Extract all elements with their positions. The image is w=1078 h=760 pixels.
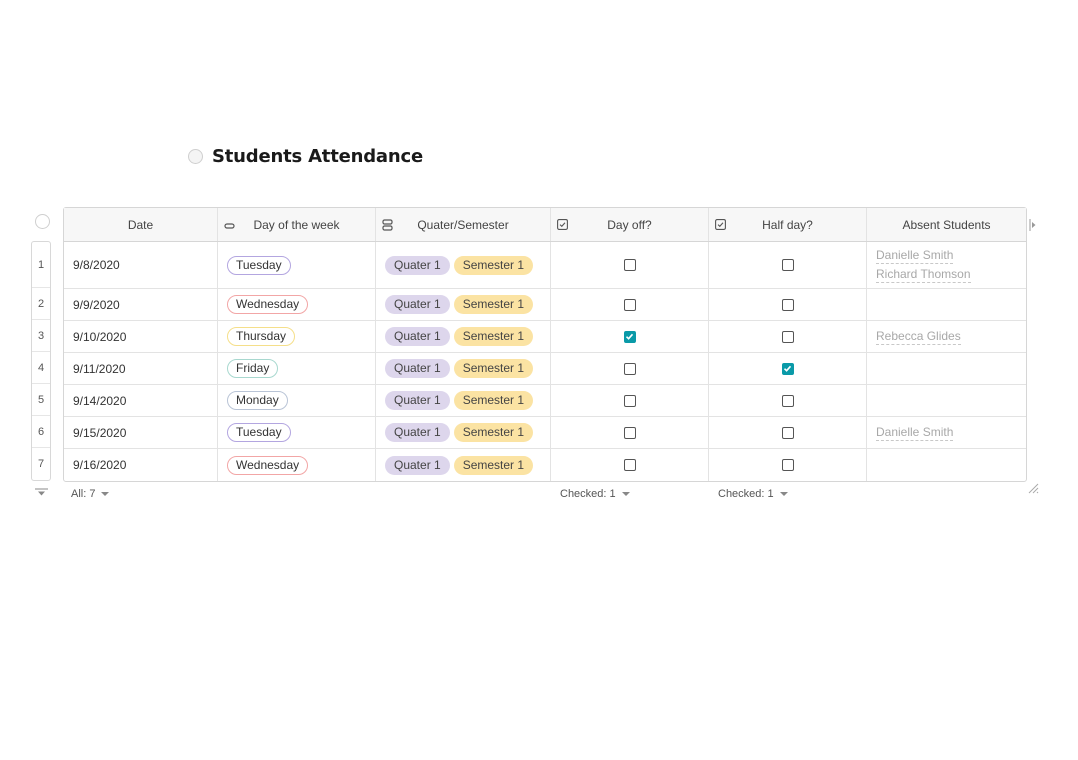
quarter-tag: Quater 1: [385, 423, 450, 442]
date-cell[interactable]: [64, 242, 218, 288]
footer-count-label: All: 7: [71, 488, 96, 500]
date-cell[interactable]: [64, 353, 218, 384]
attendance-table: [63, 207, 1027, 482]
semester-tag: Semester 1: [454, 256, 533, 275]
page-status-radio[interactable]: [188, 149, 203, 164]
column-label: Half day?: [762, 217, 813, 232]
row-number[interactable]: 6: [32, 416, 50, 448]
page-title: Students Attendance: [212, 146, 423, 167]
absent-students-cell[interactable]: [867, 449, 1026, 481]
quarter-tag: Quater 1: [385, 327, 450, 346]
column-label: Date: [127, 217, 154, 232]
date-cell[interactable]: [64, 289, 218, 320]
day-off-checkbox[interactable]: [624, 363, 636, 375]
absent-students-cell[interactable]: [867, 242, 1026, 288]
semester-tag: Semester 1: [454, 359, 533, 378]
table-row: [64, 289, 1026, 321]
row-number[interactable]: 2: [32, 288, 50, 320]
quarter-semester-cell[interactable]: [376, 242, 551, 288]
summary-label: Checked: 1: [718, 488, 774, 500]
footer-day-off-summary[interactable]: [560, 488, 630, 500]
day-off-checkbox[interactable]: [624, 331, 636, 343]
column-label: Day off?: [607, 217, 652, 232]
semester-tag: Semester 1: [454, 327, 533, 346]
column-header-quarter-semester[interactable]: [376, 208, 551, 241]
table-body: [64, 242, 1026, 481]
day-off-checkbox[interactable]: [624, 259, 636, 271]
day-off-cell: [551, 417, 709, 448]
table-row: [64, 242, 1026, 289]
date-value: 9/8/2020: [73, 258, 120, 272]
day-of-week-cell[interactable]: [218, 289, 376, 320]
day-chip: Friday: [227, 359, 278, 378]
semester-tag: Semester 1: [454, 391, 533, 410]
chevron-down-icon: [101, 492, 109, 496]
day-off-checkbox[interactable]: [624, 395, 636, 407]
half-day-checkbox[interactable]: [782, 395, 794, 407]
student-link[interactable]: Richard Thomson: [876, 267, 971, 281]
footer-count[interactable]: [71, 488, 109, 500]
row-number-gutter: [31, 241, 51, 481]
day-off-cell: [551, 353, 709, 384]
half-day-checkbox[interactable]: [782, 363, 794, 375]
date-cell[interactable]: [64, 385, 218, 416]
quarter-semester-cell[interactable]: [376, 449, 551, 481]
chevron-down-icon: [622, 492, 630, 496]
footer-half-day-summary[interactable]: [718, 488, 788, 500]
day-of-week-cell[interactable]: [218, 449, 376, 481]
checkbox-icon: [557, 219, 568, 233]
date-cell[interactable]: [64, 417, 218, 448]
row-number[interactable]: 1: [32, 242, 50, 288]
day-off-cell: [551, 242, 709, 288]
semester-tag: Semester 1: [454, 456, 533, 475]
quarter-semester-cell[interactable]: [376, 417, 551, 448]
column-header-date[interactable]: [64, 208, 218, 241]
single-select-icon: [224, 219, 235, 233]
checkbox-icon: [715, 219, 726, 233]
student-link[interactable]: Danielle Smith: [876, 248, 954, 262]
date-value: 9/9/2020: [73, 297, 120, 312]
table-row: [64, 353, 1026, 385]
day-of-week-cell[interactable]: [218, 417, 376, 448]
summary-label: Checked: 1: [560, 488, 616, 500]
half-day-checkbox[interactable]: [782, 299, 794, 311]
table-header: [64, 208, 1026, 242]
semester-tag: Semester 1: [454, 423, 533, 442]
row-number[interactable]: 7: [37, 458, 45, 470]
half-day-cell: [709, 353, 867, 384]
day-of-week-cell[interactable]: [218, 353, 376, 384]
quarter-semester-cell[interactable]: [376, 289, 551, 320]
resize-handle-icon[interactable]: [1028, 481, 1039, 499]
quarter-tag: Quater 1: [385, 359, 450, 378]
filter-icon[interactable]: [35, 484, 48, 502]
day-off-checkbox[interactable]: [624, 427, 636, 439]
column-header-day-off[interactable]: [551, 208, 709, 241]
student-link[interactable]: Rebecca Glides: [876, 329, 961, 343]
column-header-half-day[interactable]: [709, 208, 867, 241]
quarter-tag: Quater 1: [385, 456, 450, 475]
absent-students-cell[interactable]: [867, 385, 1026, 416]
day-chip: Tuesday: [227, 256, 291, 275]
row-number[interactable]: 5: [32, 384, 50, 416]
absent-students-cell[interactable]: [867, 353, 1026, 384]
half-day-cell: [709, 449, 867, 481]
day-chip: Wednesday: [227, 456, 308, 475]
day-off-checkbox[interactable]: [624, 299, 636, 311]
date-value: 9/10/2020: [73, 329, 127, 344]
multi-select-icon: [382, 219, 393, 234]
day-chip: Wednesday: [227, 295, 308, 314]
day-of-week-cell[interactable]: [218, 321, 376, 352]
column-header-absent-students[interactable]: [867, 208, 1026, 241]
day-off-cell: [551, 321, 709, 352]
half-day-checkbox[interactable]: [782, 259, 794, 271]
half-day-checkbox[interactable]: [782, 427, 794, 439]
half-day-cell: [709, 417, 867, 448]
quarter-semester-cell[interactable]: [376, 353, 551, 384]
date-cell[interactable]: [64, 449, 218, 481]
column-label: Day of the week: [253, 217, 340, 232]
day-chip: Monday: [227, 391, 288, 410]
semester-tag: Semester 1: [454, 295, 533, 314]
select-all-radio[interactable]: [35, 214, 50, 229]
day-off-checkbox[interactable]: [624, 459, 636, 471]
quarter-semester-cell[interactable]: [376, 385, 551, 416]
half-day-cell: [709, 321, 867, 352]
column-header-day-of-week[interactable]: [218, 208, 376, 241]
absent-students-cell[interactable]: [867, 417, 1026, 448]
expand-columns-icon[interactable]: [1029, 218, 1037, 236]
absent-students-cell[interactable]: [867, 321, 1026, 352]
half-day-checkbox[interactable]: [782, 331, 794, 343]
absent-students-cell[interactable]: [867, 289, 1026, 320]
row-number[interactable]: 4: [32, 352, 50, 384]
quarter-tag: Quater 1: [385, 391, 450, 410]
table-row: [64, 449, 1026, 481]
column-label: Absent Students: [902, 217, 991, 232]
day-off-cell: [551, 289, 709, 320]
day-of-week-cell[interactable]: [218, 242, 376, 288]
date-cell[interactable]: [64, 321, 218, 352]
half-day-cell: [709, 242, 867, 288]
half-day-cell: [709, 385, 867, 416]
day-of-week-cell[interactable]: [218, 385, 376, 416]
day-chip: Thursday: [227, 327, 295, 346]
page-header: [188, 146, 423, 167]
half-day-checkbox[interactable]: [782, 459, 794, 471]
quarter-tag: Quater 1: [385, 256, 450, 275]
column-label: Quater/Semester: [417, 217, 509, 232]
table-row: [64, 417, 1026, 449]
half-day-cell: [709, 289, 867, 320]
date-value: 9/11/2020: [73, 361, 126, 376]
table-row: [64, 385, 1026, 417]
day-off-cell: [551, 449, 709, 481]
day-chip: Tuesday: [227, 423, 291, 442]
quarter-semester-cell[interactable]: [376, 321, 551, 352]
date-value: 9/16/2020: [73, 458, 127, 472]
quarter-tag: Quater 1: [385, 295, 450, 314]
table-row: [64, 321, 1026, 353]
date-value: 9/14/2020: [73, 393, 127, 408]
chevron-down-icon: [780, 492, 788, 496]
day-off-cell: [551, 385, 709, 416]
date-value: 9/15/2020: [73, 425, 127, 440]
student-link[interactable]: Danielle Smith: [876, 425, 954, 439]
row-number[interactable]: 3: [32, 320, 50, 352]
